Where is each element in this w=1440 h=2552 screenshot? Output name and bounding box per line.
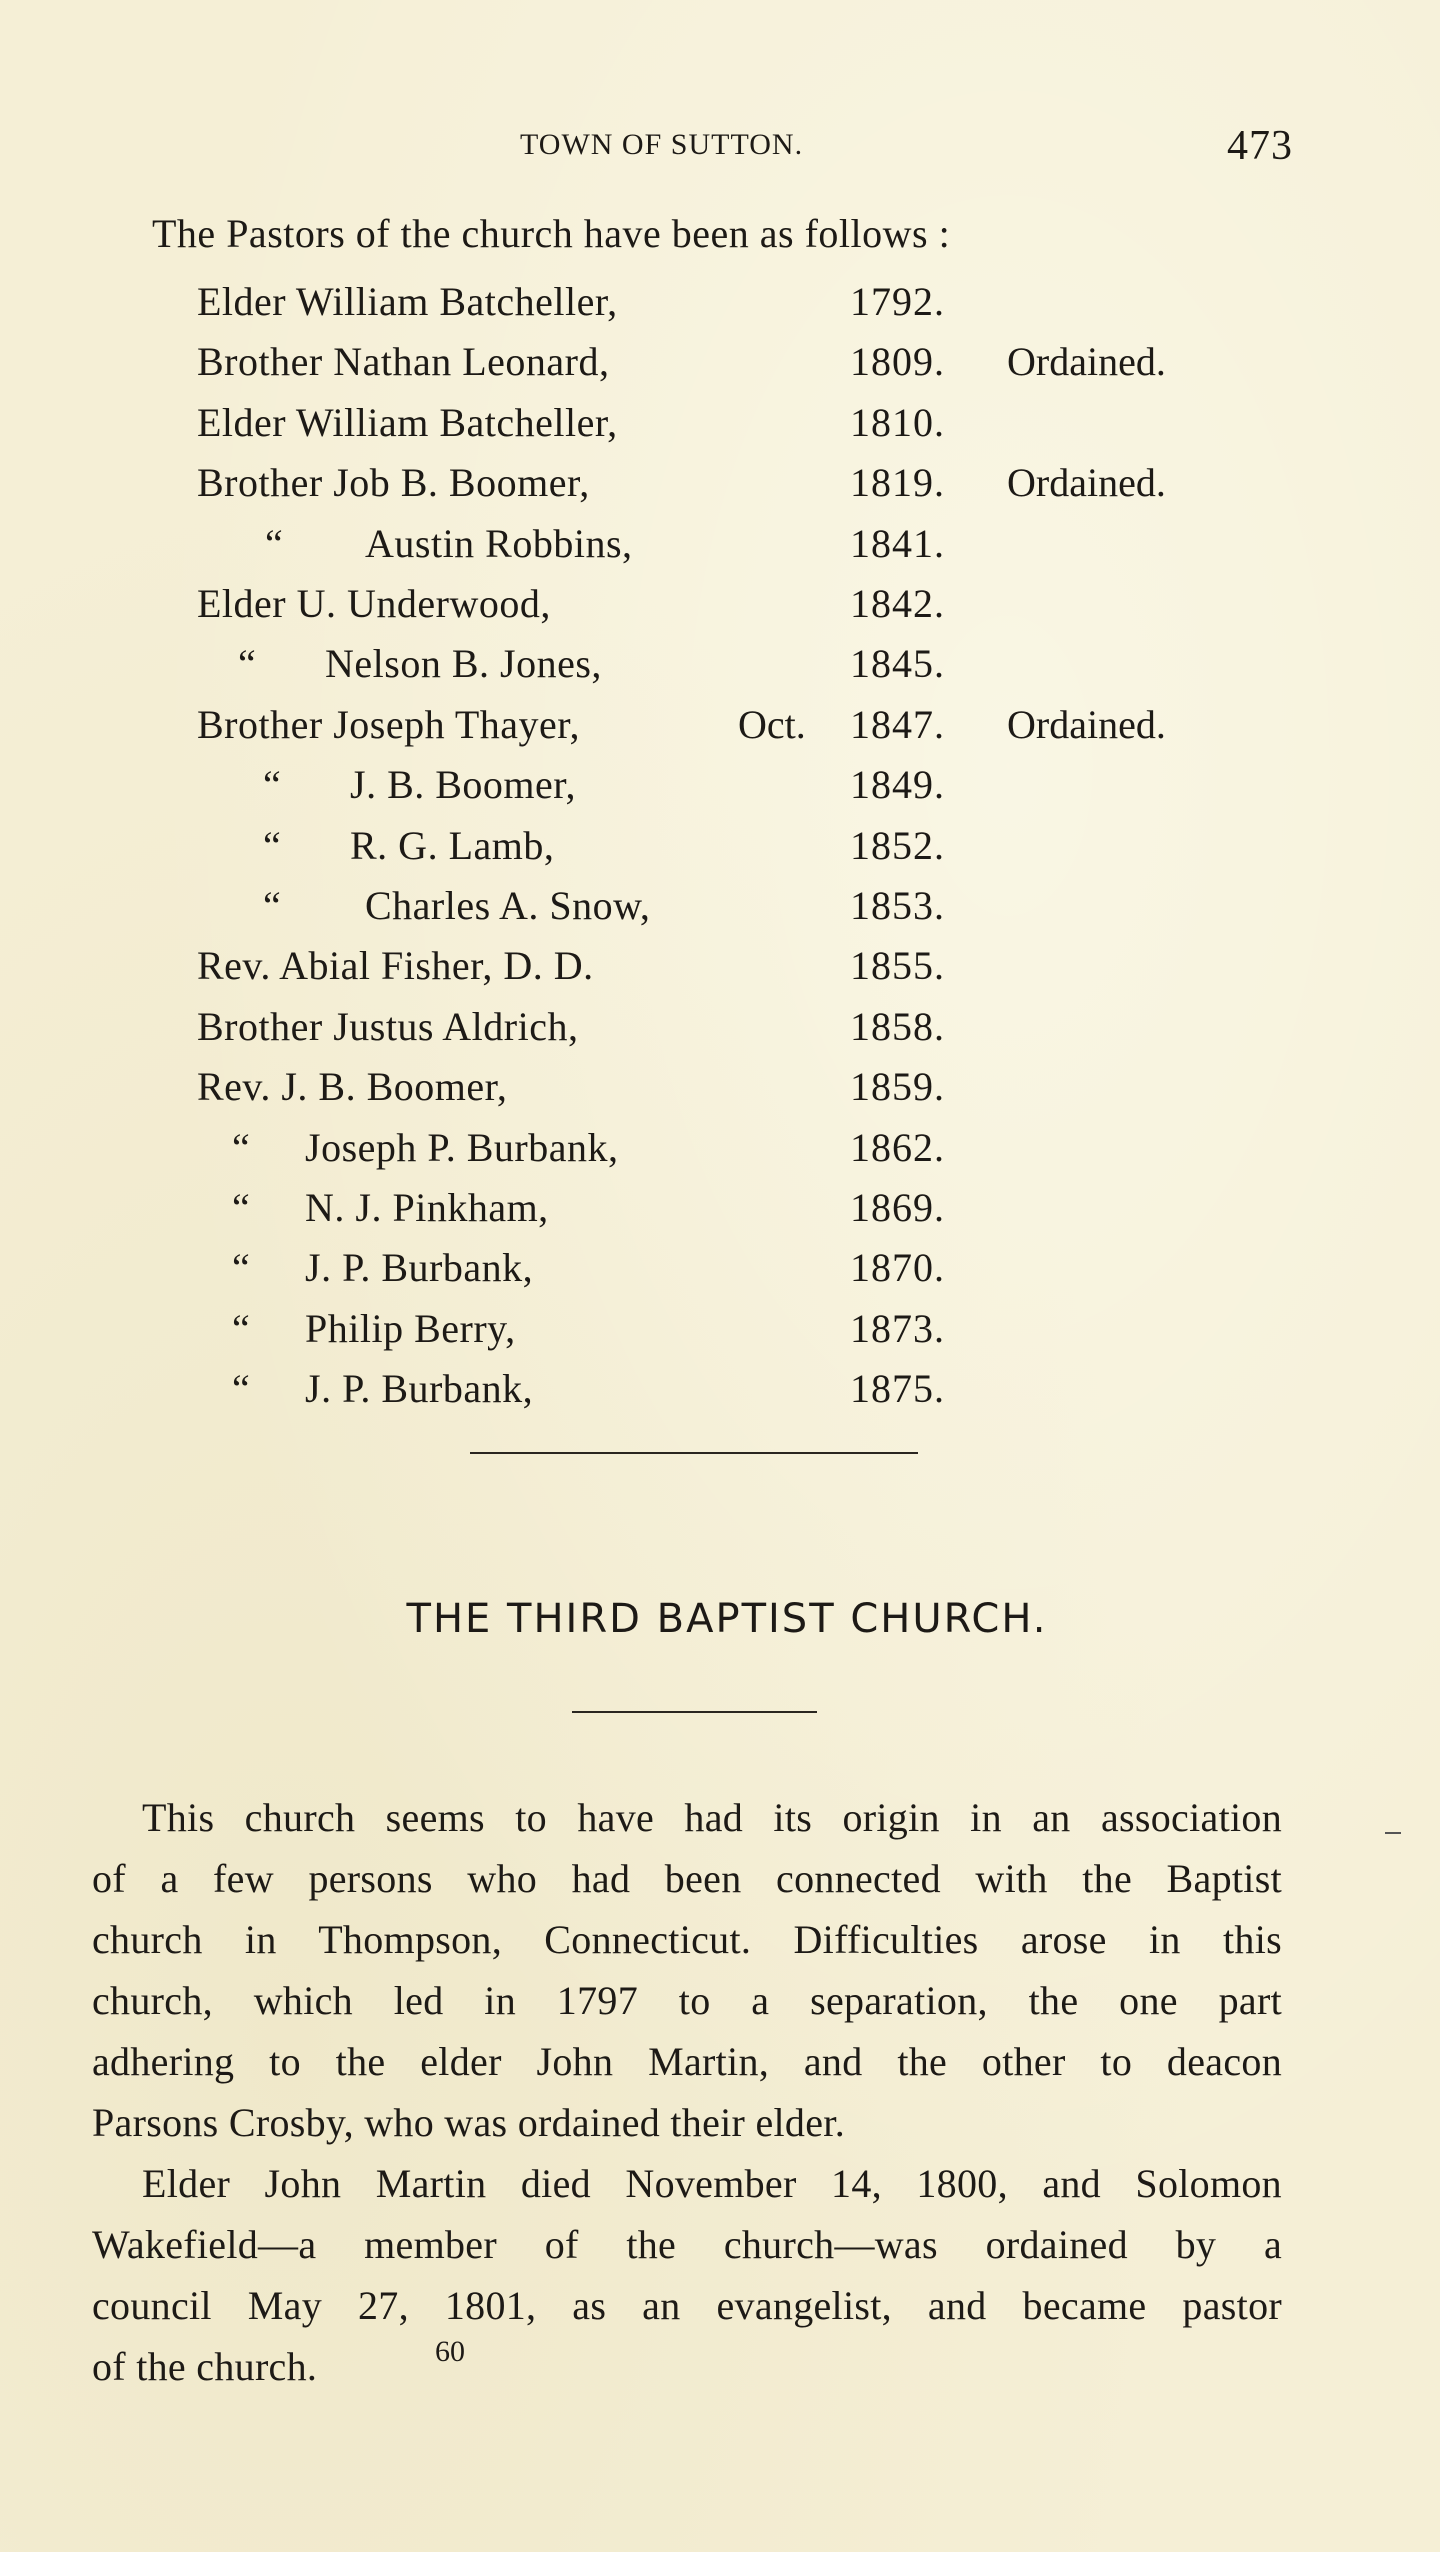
- pastor-row: [0, 1063, 1440, 1123]
- pastor-name: Elder U. Underwood,: [197, 581, 551, 626]
- ditto-mark: “: [232, 1245, 250, 1290]
- pastor-year: 1849.: [850, 762, 945, 807]
- pastor-month: Oct.: [738, 702, 806, 747]
- pastor-note: Ordained.: [1007, 339, 1166, 384]
- ditto-mark: “: [232, 1185, 250, 1230]
- pastor-row: [0, 1184, 1440, 1244]
- pastor-name: J. P. Burbank,: [305, 1366, 534, 1411]
- pastor-year: 1853.: [850, 883, 945, 928]
- heading-rule: [572, 1711, 817, 1713]
- pastor-row: [0, 1244, 1440, 1304]
- pastor-year: 1845.: [850, 641, 945, 686]
- pastor-row: [0, 1365, 1440, 1425]
- pastor-name: R. G. Lamb,: [350, 823, 555, 868]
- pastor-name: Joseph P. Burbank,: [305, 1125, 619, 1170]
- pastor-year: 1792.: [850, 279, 945, 324]
- ditto-mark: “: [232, 1306, 250, 1351]
- paragraph-line: church in Thompson, Connecticut. Difficulties arose in this: [92, 1917, 1282, 1962]
- pastor-year: 1855.: [850, 943, 945, 988]
- running-title: TOWN OF SUTTON.: [520, 128, 804, 161]
- pastor-name: Brother Nathan Leonard,: [197, 339, 610, 384]
- paragraph-wakefield: [92, 2153, 1282, 2397]
- ditto-mark: “: [265, 521, 283, 566]
- signature-mark: 60: [435, 2335, 465, 2368]
- ditto-mark: “: [263, 883, 281, 928]
- pastor-year: 1842.: [850, 581, 945, 626]
- pastor-note: Ordained.: [1007, 460, 1166, 505]
- paragraph-line: of the church.: [92, 2344, 318, 2389]
- pastor-year: 1873.: [850, 1306, 945, 1351]
- running-header: [0, 122, 1440, 172]
- pastor-name: Brother Job B. Boomer,: [197, 460, 590, 505]
- pastor-row: [0, 399, 1440, 459]
- pastors-intro: The Pastors of the church have been as follows :: [152, 211, 951, 256]
- pastor-name: N. J. Pinkham,: [305, 1185, 549, 1230]
- pastor-year: 1858.: [850, 1004, 945, 1049]
- pastor-row: [0, 520, 1440, 580]
- paragraph-line: adhering to the elder John Martin, and the other to deacon: [92, 2039, 1282, 2084]
- pastor-row: [0, 338, 1440, 398]
- pastor-row: [0, 1124, 1440, 1184]
- pastor-note: Ordained.: [1007, 702, 1166, 747]
- pastor-row: [0, 761, 1440, 821]
- pastor-row: [0, 459, 1440, 519]
- pastor-name: Brother Justus Aldrich,: [197, 1004, 579, 1049]
- pastor-year: 1869.: [850, 1185, 945, 1230]
- ditto-mark: “: [238, 641, 256, 686]
- pastor-name: Elder William Batcheller,: [197, 400, 618, 445]
- pastor-name: Charles A. Snow,: [365, 883, 651, 928]
- pastor-row: [0, 580, 1440, 640]
- pastor-year: 1870.: [850, 1245, 945, 1290]
- pastor-row: [0, 822, 1440, 882]
- pastor-name: Philip Berry,: [305, 1306, 516, 1351]
- section-divider: [470, 1452, 918, 1454]
- pastor-year: 1862.: [850, 1125, 945, 1170]
- pastor-year: 1859.: [850, 1064, 945, 1109]
- paragraph-line: This church seems to have had its origin in an association: [142, 1795, 1282, 1840]
- pastor-name: Rev. J. B. Boomer,: [197, 1064, 508, 1109]
- pastor-name: Nelson B. Jones,: [325, 641, 602, 686]
- pastor-row: [0, 942, 1440, 1002]
- pastor-year: 1809.: [850, 339, 945, 384]
- pastor-year: 1847.: [850, 702, 945, 747]
- margin-mark: [1385, 1832, 1401, 1834]
- pastor-row: [0, 882, 1440, 942]
- pastor-year: 1819.: [850, 460, 945, 505]
- paragraph-line: Wakefield—a member of the church—was ordained by a: [92, 2222, 1282, 2267]
- pastor-name: J. B. Boomer,: [350, 762, 577, 807]
- pastor-year: 1810.: [850, 400, 945, 445]
- pastor-row: [0, 701, 1440, 761]
- ditto-mark: “: [232, 1125, 250, 1170]
- pastor-name: Austin Robbins,: [365, 521, 633, 566]
- pastor-name: J. P. Burbank,: [305, 1245, 534, 1290]
- pastor-name: Rev. Abial Fisher, D. D.: [197, 943, 594, 988]
- paragraph-line: Parsons Crosby, who was ordained their elder.: [92, 2100, 845, 2145]
- section-heading: THE THIRD BAPTIST CHURCH.: [406, 1596, 1048, 1642]
- pastor-year: 1852.: [850, 823, 945, 868]
- paragraph-origin: [92, 1787, 1282, 2153]
- ditto-mark: “: [232, 1366, 250, 1411]
- paragraph-line: church, which led in 1797 to a separation, the one part: [92, 1978, 1282, 2023]
- paragraph-line: of a few persons who had been connected with the Baptist: [92, 1856, 1282, 1901]
- paragraph-line: Elder John Martin died November 14, 1800, and Solomon: [142, 2161, 1282, 2206]
- ditto-mark: “: [263, 823, 281, 868]
- pastor-year: 1875.: [850, 1366, 945, 1411]
- pastor-row: [0, 1305, 1440, 1365]
- paragraph-line: council May 27, 1801, as an evangelist, and became pastor: [92, 2283, 1282, 2328]
- pastor-year: 1841.: [850, 521, 945, 566]
- pastor-name: Elder William Batcheller,: [197, 279, 618, 324]
- pastor-row: [0, 278, 1440, 338]
- pastor-row: [0, 640, 1440, 700]
- pastor-row: [0, 1003, 1440, 1063]
- ditto-mark: “: [263, 762, 281, 807]
- pastor-name: Brother Joseph Thayer,: [197, 702, 581, 747]
- page-number: 473: [1227, 123, 1293, 169]
